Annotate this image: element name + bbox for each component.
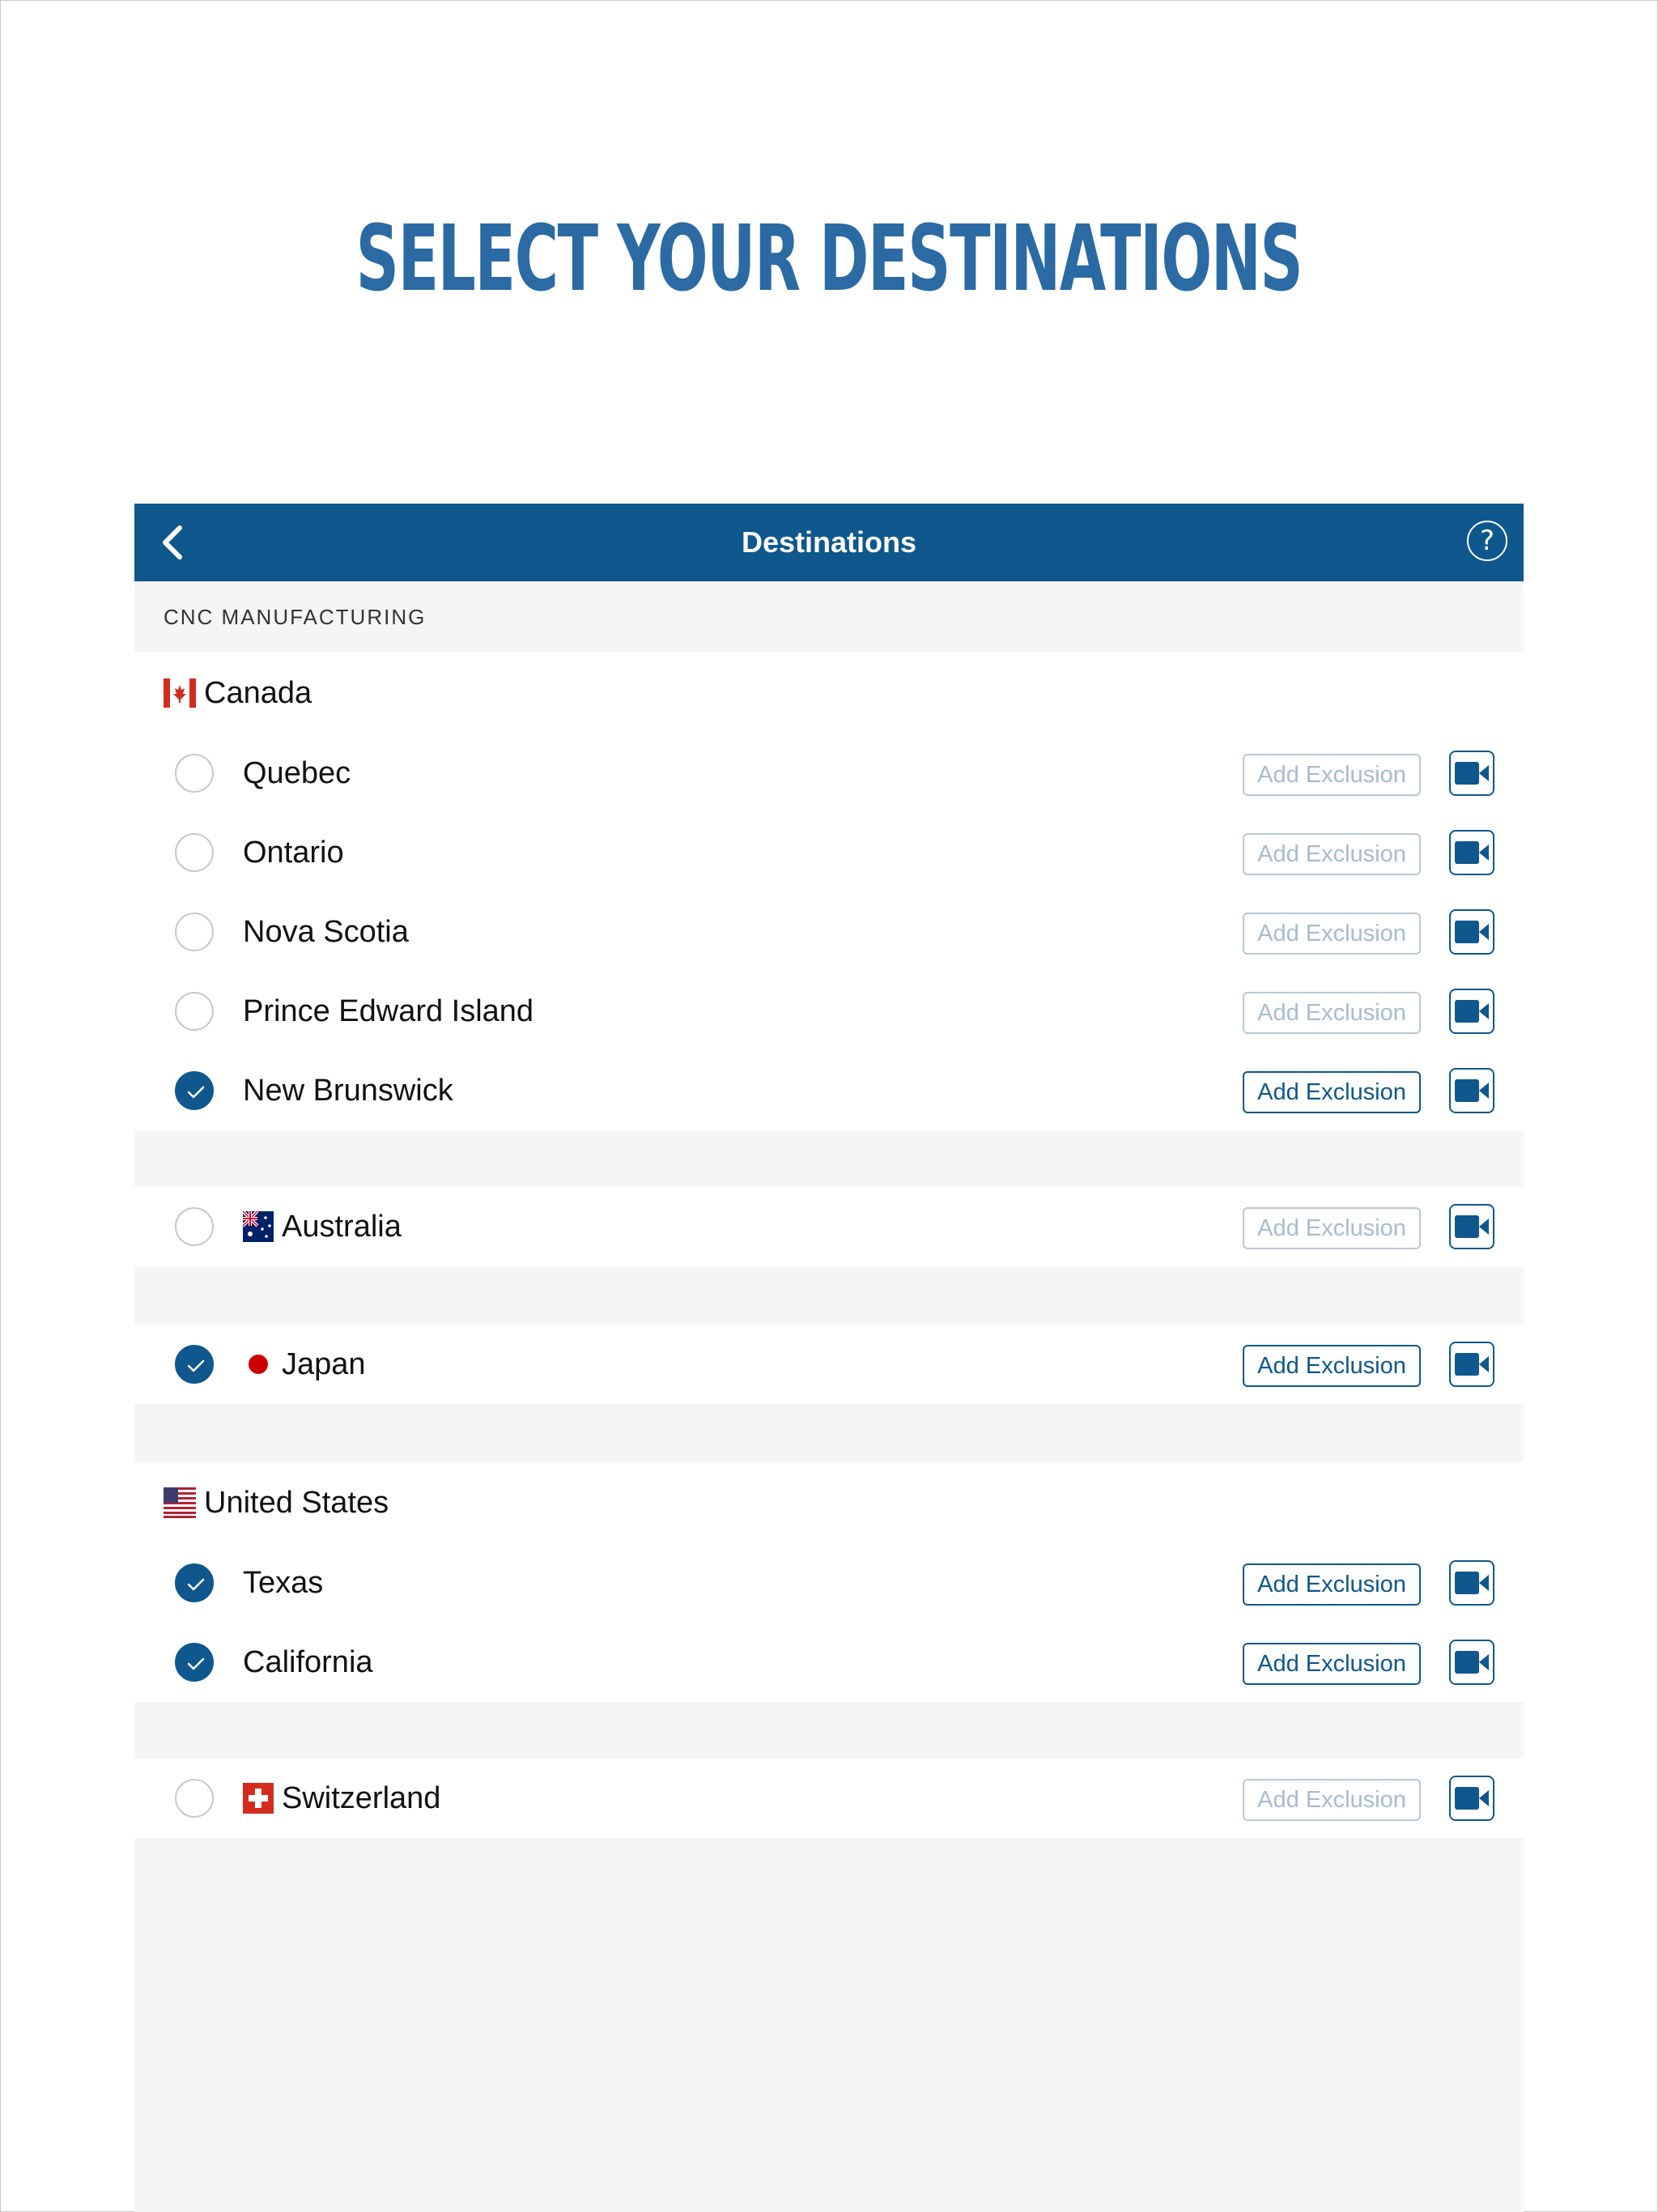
add-exclusion-button[interactable]: Add Exclusion	[1243, 754, 1421, 796]
selection-radio[interactable]	[175, 1071, 214, 1110]
add-exclusion-button[interactable]: Add Exclusion	[1243, 1207, 1421, 1249]
video-camera-icon	[1455, 1000, 1490, 1023]
video-button[interactable]	[1449, 1560, 1494, 1606]
video-button[interactable]	[1449, 1342, 1494, 1387]
destination-label	[243, 1759, 440, 1838]
destination-label: New Brunswick	[243, 1074, 453, 1108]
video-camera-icon	[1455, 762, 1490, 785]
video-camera-icon	[1455, 1079, 1490, 1102]
section-header: CNC MANUFACTURING	[134, 581, 1524, 653]
list-item-australia[interactable]	[134, 1187, 1524, 1266]
page-headline: SELECT YOUR DESTINATIONS	[355, 206, 1303, 312]
switzerland-flag-icon	[243, 1783, 274, 1814]
country-name: United States	[204, 1485, 389, 1520]
video-camera-icon	[1455, 1572, 1490, 1594]
video-camera-icon	[1455, 1215, 1490, 1238]
selection-radio[interactable]	[175, 1345, 214, 1384]
destination-label	[243, 1187, 402, 1266]
destination-label: California	[243, 1645, 373, 1679]
destination-label	[243, 1325, 366, 1404]
destination-label: Prince Edward Island	[243, 994, 534, 1028]
selection-radio[interactable]	[175, 1207, 214, 1246]
selection-radio[interactable]	[175, 1779, 214, 1818]
video-camera-icon	[1455, 1353, 1490, 1376]
destination-name: Australia	[282, 1210, 402, 1244]
video-camera-icon	[1455, 1651, 1490, 1674]
video-camera-icon	[1455, 1787, 1490, 1810]
video-camera-icon	[1455, 921, 1490, 943]
list-item-ontario[interactable]	[134, 813, 1524, 892]
japan-flag-icon	[243, 1349, 274, 1380]
video-button[interactable]	[1449, 1068, 1494, 1113]
list-item-new-brunswick[interactable]	[134, 1051, 1524, 1130]
list-item-nova-scotia[interactable]	[134, 892, 1524, 972]
destination-label: Texas	[243, 1566, 324, 1600]
country-name: Canada	[204, 675, 312, 710]
checkmark-icon	[186, 1656, 206, 1672]
checkmark-icon	[186, 1084, 206, 1100]
selection-radio[interactable]	[175, 912, 214, 951]
list-item-japan[interactable]	[134, 1325, 1524, 1404]
destination-name: Japan	[282, 1347, 366, 1381]
checkmark-icon	[186, 1576, 206, 1593]
list-item-prince-edward-island[interactable]	[134, 972, 1524, 1051]
australia-flag-icon	[243, 1211, 274, 1242]
destinations-screen	[134, 504, 1524, 2212]
list-item-quebec[interactable]	[134, 734, 1524, 813]
country-group-switzerland	[134, 1759, 1524, 1838]
country-group-australia	[134, 1187, 1524, 1266]
country-group-united-states	[134, 1462, 1524, 1702]
selection-radio[interactable]	[175, 833, 214, 872]
country-group-canada	[134, 653, 1524, 1130]
add-exclusion-button[interactable]: Add Exclusion	[1243, 1563, 1421, 1606]
country-group-japan	[134, 1325, 1524, 1404]
checkmark-icon	[186, 1358, 206, 1374]
video-button[interactable]	[1449, 1640, 1494, 1685]
country-title-canada	[134, 653, 1524, 734]
destination-label: Nova Scotia	[243, 915, 409, 949]
video-button[interactable]	[1449, 1776, 1494, 1821]
nav-title: Destinations	[741, 525, 917, 559]
add-exclusion-button[interactable]: Add Exclusion	[1243, 1345, 1421, 1387]
selection-radio[interactable]	[175, 992, 214, 1031]
canada-flag-icon	[164, 678, 196, 708]
video-button[interactable]	[1449, 751, 1494, 796]
selection-radio[interactable]	[175, 1563, 214, 1602]
video-button[interactable]	[1449, 1204, 1494, 1249]
video-camera-icon	[1455, 841, 1490, 864]
video-button[interactable]	[1449, 989, 1494, 1034]
help-icon: ?	[1479, 525, 1495, 557]
destination-label: Quebec	[243, 756, 351, 790]
add-exclusion-button[interactable]: Add Exclusion	[1243, 1779, 1421, 1821]
navigation-bar	[134, 504, 1524, 581]
us-flag-icon	[164, 1487, 196, 1518]
help-button[interactable]	[1467, 521, 1507, 561]
destination-label: Ontario	[243, 836, 344, 870]
add-exclusion-button[interactable]: Add Exclusion	[1243, 912, 1421, 955]
video-button[interactable]	[1449, 909, 1494, 955]
add-exclusion-button[interactable]: Add Exclusion	[1243, 833, 1421, 875]
add-exclusion-button[interactable]: Add Exclusion	[1243, 992, 1421, 1034]
video-button[interactable]	[1449, 830, 1494, 875]
list-item-texas[interactable]	[134, 1543, 1524, 1623]
list-item-california[interactable]	[134, 1623, 1524, 1702]
add-exclusion-button[interactable]: Add Exclusion	[1243, 1071, 1421, 1113]
selection-radio[interactable]	[175, 1643, 214, 1682]
country-title-united-states	[134, 1462, 1524, 1543]
destination-name: Switzerland	[282, 1781, 441, 1815]
add-exclusion-button[interactable]: Add Exclusion	[1243, 1643, 1421, 1685]
selection-radio[interactable]	[175, 754, 214, 793]
list-item-switzerland[interactable]	[134, 1759, 1524, 1838]
